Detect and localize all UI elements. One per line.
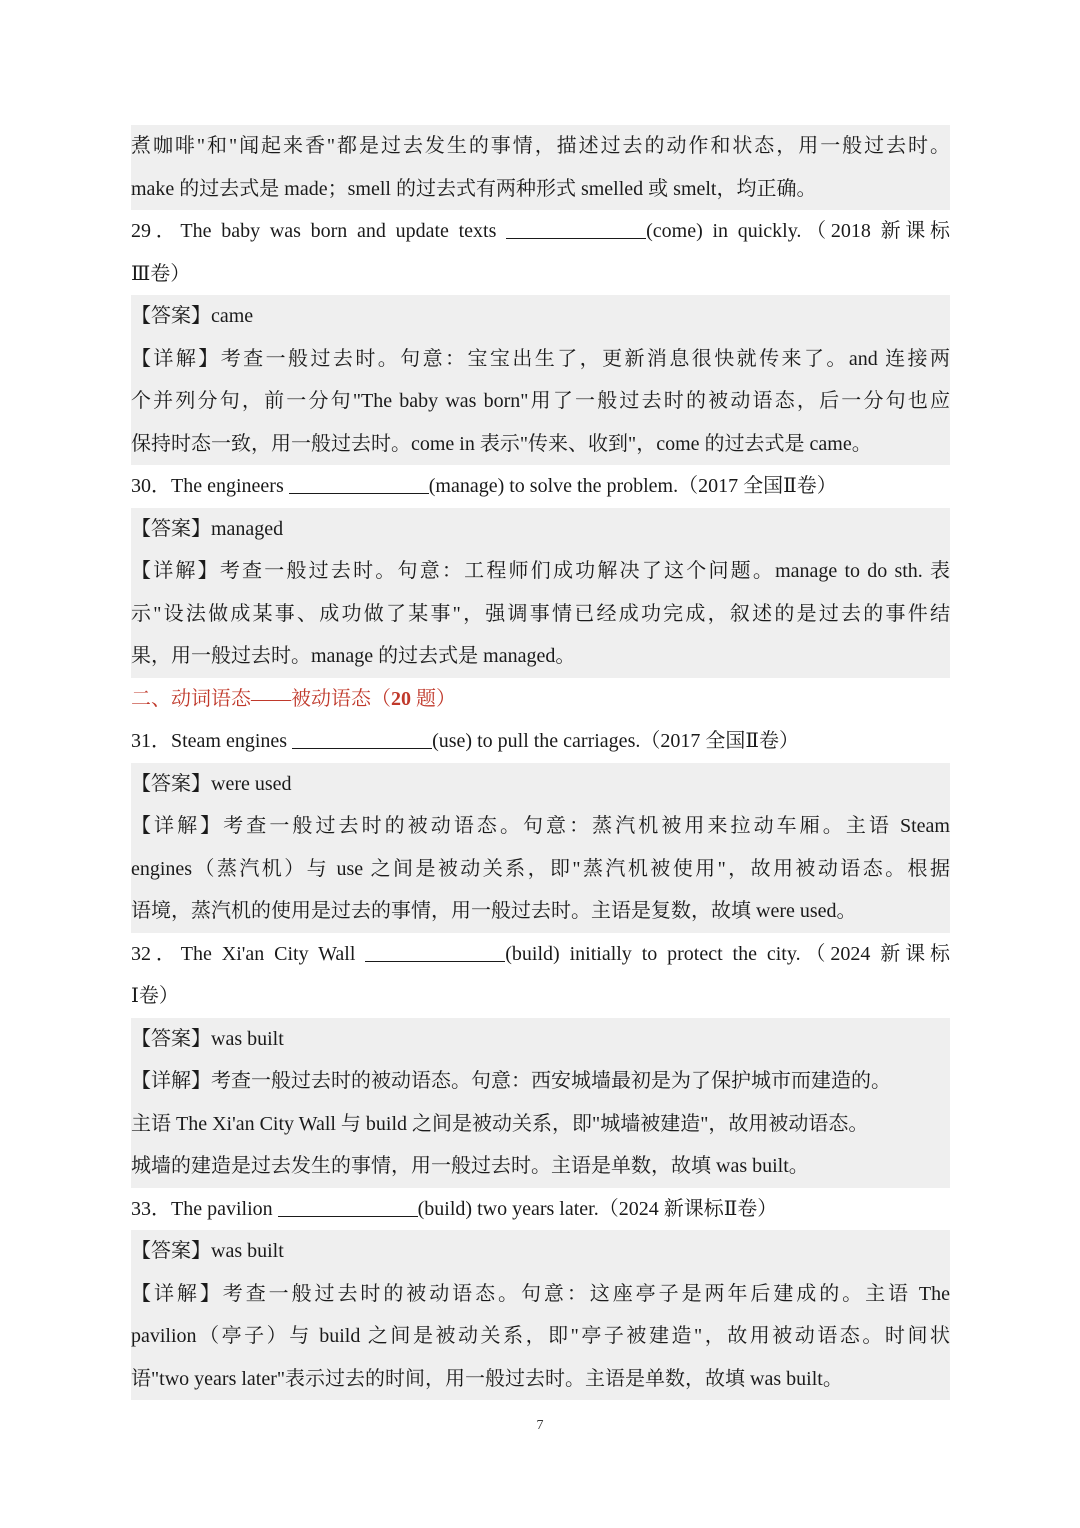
explanation-line: 【详解】考查一般过去时的被动语态。句意：这座亭子是两年后建成的。主语 The [131, 1273, 950, 1316]
question-29: 29．The baby was born and update texts (come) in quickly.（2018 新课标 [131, 220, 950, 242]
page-number: 7 [536, 1418, 544, 1433]
question-source: Ⅰ卷） [131, 985, 179, 1007]
explanation-line: 主语 The Xi'an City Wall 与 build 之间是被动关系，即"城墙被建造"，故用被动语态。 [131, 1103, 950, 1146]
page-content [131, 125, 950, 1400]
explanation-line: 【详解】考查一般过去时的被动语态。句意：蒸汽机被用来拉动车厢。主语 Steam [131, 805, 950, 848]
explanation-line: 【详解】考查一般过去时。句意：工程师们成功解决了这个问题。manage to do sth. 表 [131, 550, 950, 593]
explanation-line: make 的过去式是 made；smell 的过去式有两种形式 smelled 或 smelt，均正确。 [131, 168, 950, 211]
explanation-line: 示"设法做成某事、成功做了某事"，强调事情已经成功完成，叙述的是过去的事件结 [131, 593, 950, 636]
answer-blank [292, 730, 432, 749]
answer-29: 【答案】came [131, 295, 950, 338]
question-source: Ⅲ卷） [131, 262, 191, 285]
answer-blank [365, 943, 505, 962]
question-30: 30．The engineers (manage) to solve the problem.（2017 全国Ⅱ卷） [131, 475, 837, 497]
explanation-line: 【详解】考查一般过去时。句意：宝宝出生了，更新消息很快就传来了。and 连接两 [131, 338, 950, 381]
explanation-line: pavilion（亭子）与 build 之间是被动关系，即"亭子被建造"，故用被动语态。时间状 [131, 1315, 950, 1358]
explanation-line: 保持时态一致，用一般过去时。come in 表示"传来、收到"，come 的过去式是 came。 [131, 423, 950, 466]
question-31: 31．Steam engines (use) to pull the carriages.（2017 全国Ⅱ卷） [131, 730, 799, 752]
answer-32: 【答案】was built [131, 1018, 950, 1061]
section-heading: 二、动词语态——被动语态（20 题） [131, 687, 456, 710]
answer-blank [506, 220, 646, 239]
explanation-line: 煮咖啡"和"闻起来香"都是过去发生的事情，描述过去的动作和状态，用一般过去时。 [131, 125, 950, 168]
explanation-line: engines（蒸汽机）与 use 之间是被动关系，即"蒸汽机被使用"，故用被动语态。根据 [131, 848, 950, 891]
explanation-line: 【详解】考查一般过去时的被动语态。句意：西安城墙最初是为了保护城市而建造的。 [131, 1060, 950, 1103]
answer-blank [278, 1198, 418, 1217]
explanation-line: 城墙的建造是过去发生的事情，用一般过去时。主语是单数，故填 was built。 [131, 1145, 950, 1188]
answer-blank [289, 475, 429, 494]
question-33: 33．The pavilion (build) two years later.（2024 新课标Ⅱ卷） [131, 1197, 778, 1220]
explanation-line: 语"two years later"表示过去的时间，用一般过去时。主语是单数，故填 was built。 [131, 1358, 950, 1401]
explanation-line: 语境，蒸汽机的使用是过去的事情，用一般过去时。主语是复数，故填 were used。 [131, 890, 950, 933]
answer-31: 【答案】were used [131, 763, 950, 806]
explanation-line: 个并列分句，前一分句"The baby was born"用了一般过去时的被动语态，后一分句也应 [131, 380, 950, 423]
question-32: 32．The Xi'an City Wall (build) initially to protect the city.（2024 新课标 [131, 942, 950, 965]
explanation-line: 果，用一般过去时。manage 的过去式是 managed。 [131, 635, 950, 678]
answer-30: 【答案】managed [131, 508, 950, 551]
answer-33: 【答案】was built [131, 1230, 950, 1273]
